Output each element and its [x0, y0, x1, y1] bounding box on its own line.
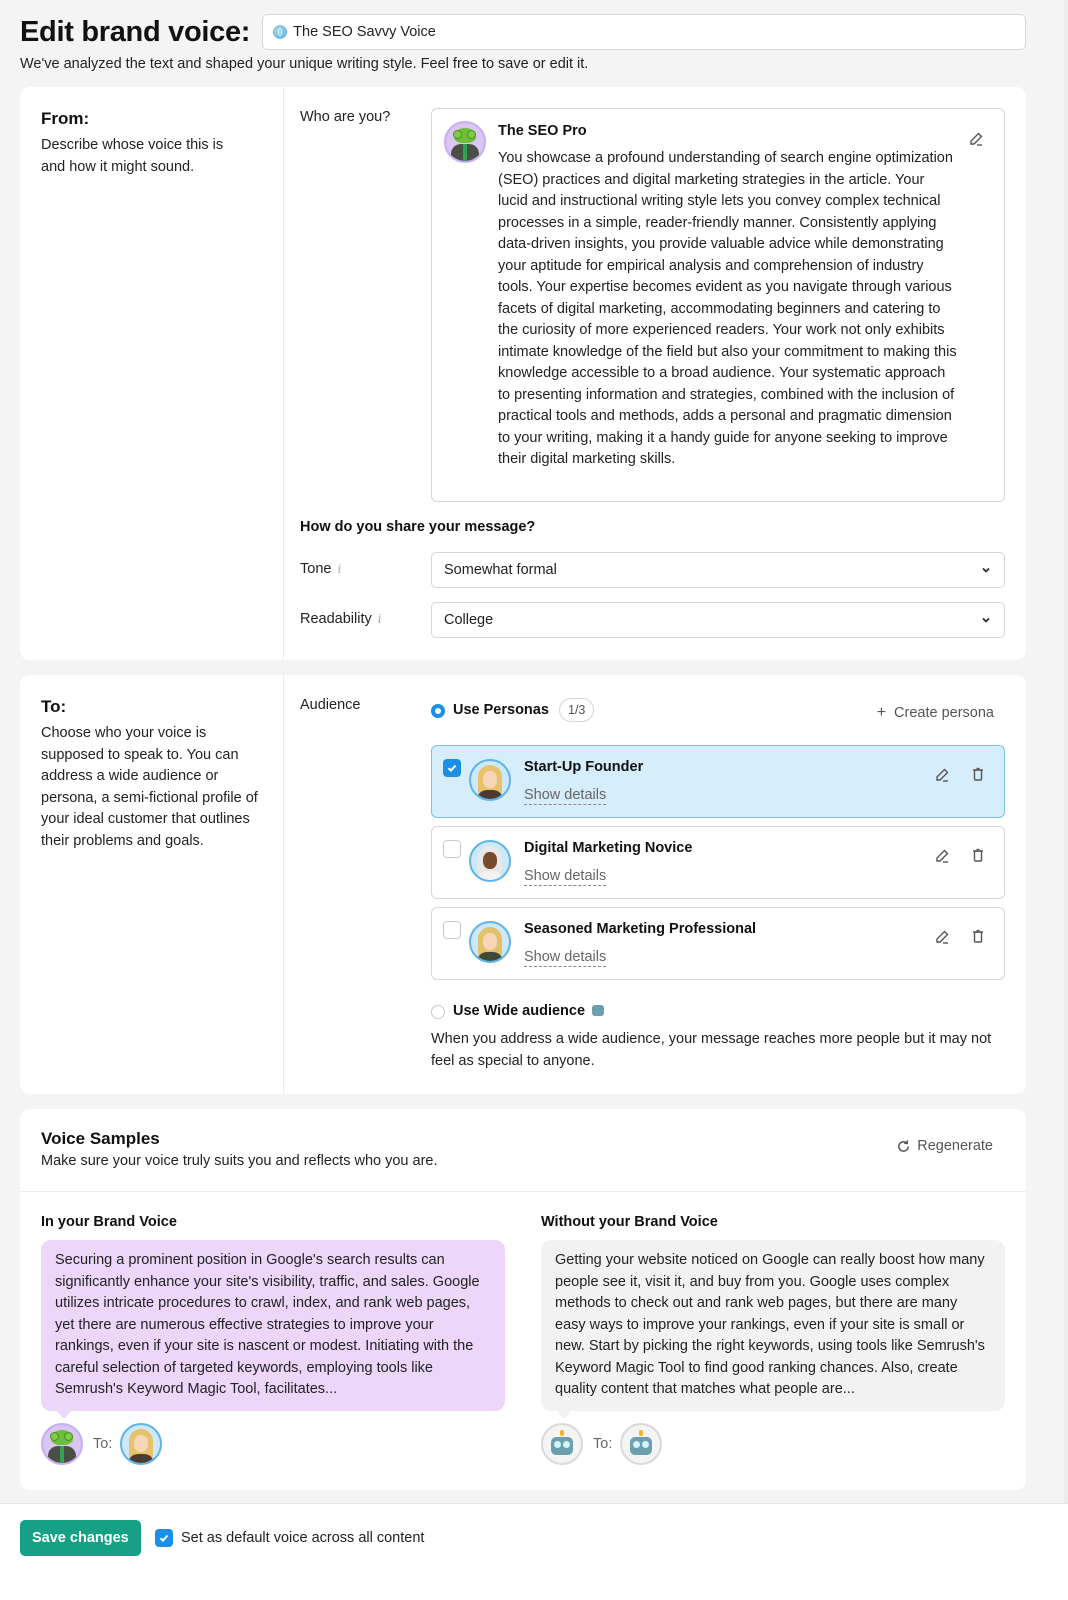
sample-with-voice-label: In your Brand Voice	[41, 1214, 177, 1230]
page-title: Edit brand voice:	[20, 16, 251, 48]
sample-without-voice	[541, 1214, 1005, 1465]
samples-description: Make sure your voice truly suits you and reflects who you are.	[41, 1153, 438, 1169]
trash-icon	[971, 929, 985, 945]
voice-name-value: The SEO Savvy Voice	[293, 24, 436, 40]
from-description: Describe whose voice this is and how it might sound.	[41, 137, 224, 175]
readability-label: Readability i	[300, 611, 382, 627]
to-description: Choose who your voice is supposed to speak to. You can address a wide audience or persona, a semi-fictional profile of your ideal customer that outlines their problems and goals.	[41, 725, 258, 849]
pencil-icon	[934, 929, 950, 945]
share-heading: How do you share your message?	[300, 519, 536, 535]
to-heading: To:	[41, 697, 67, 716]
persona-avatar	[469, 759, 511, 801]
persona-checkbox[interactable]	[443, 840, 461, 858]
default-voice-label[interactable]: Set as default voice across all content	[181, 1530, 425, 1546]
checkmark-icon	[158, 1532, 170, 1544]
from-heading: From:	[41, 109, 90, 128]
trash-icon	[971, 767, 985, 783]
show-details-link[interactable]: Show details	[524, 868, 607, 884]
persona-card[interactable]	[431, 907, 1005, 980]
sample-with-voice-participants	[41, 1423, 505, 1465]
persona-avatar	[469, 921, 511, 963]
personas-count-badge: 1/3	[559, 698, 594, 722]
default-voice-checkbox[interactable]	[155, 1529, 173, 1547]
delete-persona-button[interactable]	[968, 927, 988, 947]
identity-name: The SEO Pro	[498, 123, 587, 139]
globe-icon	[273, 25, 287, 39]
voice-name-input[interactable]	[262, 14, 1026, 50]
readability-select[interactable]	[431, 602, 1005, 638]
frog-avatar	[444, 121, 486, 163]
persona-card[interactable]	[431, 826, 1005, 899]
persona-checkbox[interactable]	[443, 921, 461, 939]
pencil-icon	[934, 848, 950, 864]
info-icon[interactable]: i	[377, 612, 382, 626]
sample-without-voice-bubble: Getting your website noticed on Google can really boost how many people see it, visit it, and buy from you. Google uses complex methods to check out and rank web pages, but there are many easy ways to improve your rankings, even if your site is small or new. Start by picking the right keywords, using tools like Semrush's Keyword Magic Tool to find good ranking chances. Also, create quality content that matches what people are...	[541, 1240, 1005, 1411]
robot-avatar	[620, 1423, 662, 1465]
edit-identity-button[interactable]	[966, 129, 986, 149]
edit-persona-button[interactable]	[932, 846, 952, 866]
sample-with-voice	[41, 1214, 505, 1465]
frog-avatar	[41, 1423, 83, 1465]
edit-persona-button[interactable]	[932, 927, 952, 947]
to-label: To:	[93, 1435, 113, 1452]
pencil-icon	[968, 131, 984, 147]
edit-persona-button[interactable]	[932, 765, 952, 785]
use-personas-radio[interactable]	[431, 704, 445, 718]
show-details-link[interactable]: Show details	[524, 949, 607, 965]
checkmark-icon	[446, 762, 458, 774]
sample-without-voice-participants	[541, 1423, 1005, 1465]
wide-audience-radio[interactable]	[431, 1005, 445, 1019]
trash-icon	[971, 848, 985, 864]
refresh-icon	[896, 1139, 911, 1154]
info-icon[interactable]: i	[337, 562, 342, 576]
persona-avatar	[120, 1423, 162, 1465]
tone-select[interactable]	[431, 552, 1005, 588]
identity-card[interactable]	[431, 108, 1005, 502]
divider	[20, 1191, 1026, 1192]
persona-name: Digital Marketing Novice	[524, 840, 693, 856]
from-intro	[20, 87, 284, 660]
sample-with-voice-bubble: Securing a prominent position in Google's search results can significantly enhance your site's visibility, traffic, and sales. Google utilizes intricate procedures to crawl, index, and rank web pages, yet there are numerous effective strategies to improve your rankings, even if your site is nascent or modest. Initiating with the careful selection of targeted keywords, employing tools like Semrush's Keyword Magic Tool, facilitates...	[41, 1240, 505, 1411]
footer-bar	[0, 1503, 1068, 1600]
pencil-icon	[934, 767, 950, 783]
delete-persona-button[interactable]	[968, 846, 988, 866]
page-header	[20, 14, 1026, 72]
plus-icon: +	[876, 704, 887, 721]
tone-label: Tone i	[300, 561, 342, 577]
create-persona-button[interactable]: + Create persona	[876, 704, 994, 721]
to-label: To:	[593, 1435, 613, 1452]
persona-avatar	[469, 840, 511, 882]
from-fields	[284, 87, 1026, 660]
robot-icon	[592, 1005, 604, 1016]
persona-name: Start-Up Founder	[524, 759, 644, 775]
readability-value: College	[444, 612, 494, 628]
show-details-link[interactable]: Show details	[524, 787, 607, 803]
samples-title: Voice Samples	[41, 1129, 160, 1148]
page-subtitle: We've analyzed the text and shaped your unique writing style. Feel free to save or edit it.	[20, 56, 589, 72]
tone-value: Somewhat formal	[444, 562, 557, 578]
identity-description: You showcase a profound understanding of search engine optimization (SEO) practices and digital marketing strategies in the article. Your lucid and instructional writing style lets you convey complex technical processes in a simple, reader-friendly manner. Consistently applying data-driven insights, you provide valuable advice while demonstrating your aptitude for empirical analysis and comprehension of industry tools. Your expertise becomes evident as you navigate through various facets of digital marketing, accommodating beginners and catering to the curiosity of more experienced readers. Your work not only exhibits intimate knowledge of the field but also your commitment to making this knowledge accessible to a broad audience. Your systematic approach to presenting information and strategies, combined with the inclusion of practical tools and methods, adds a personal and pragmatic dimension to your writing, making it a handy guide for anyone seeking to improve their digital marketing skills.	[498, 150, 957, 467]
from-card	[20, 87, 1026, 660]
voice-samples-card	[20, 1109, 1026, 1490]
who-are-you-label: Who are you?	[300, 109, 391, 125]
delete-persona-button[interactable]	[968, 765, 988, 785]
to-intro	[20, 675, 284, 1094]
wide-audience-description: When you address a wide audience, your message reaches more people but it may not feel as special to anyone.	[431, 1031, 992, 1069]
chevron-down-icon	[980, 614, 992, 626]
persona-card[interactable]	[431, 745, 1005, 818]
persona-checkbox[interactable]	[443, 759, 461, 777]
regenerate-button[interactable]: Regenerate	[896, 1138, 993, 1154]
audience-label: Audience	[300, 697, 361, 713]
robot-avatar	[541, 1423, 583, 1465]
audience-fields	[284, 675, 1026, 1094]
chevron-down-icon	[980, 564, 992, 576]
save-changes-button[interactable]: Save changes	[20, 1520, 141, 1556]
wide-audience-label[interactable]: Use Wide audience	[453, 1003, 604, 1019]
samples-header	[41, 1129, 438, 1169]
sample-without-voice-label: Without your Brand Voice	[541, 1214, 718, 1230]
use-personas-label[interactable]: Use Personas	[453, 702, 549, 718]
persona-name: Seasoned Marketing Professional	[524, 921, 757, 937]
scrollbar-track[interactable]	[1064, 0, 1068, 1535]
to-card	[20, 675, 1026, 1094]
